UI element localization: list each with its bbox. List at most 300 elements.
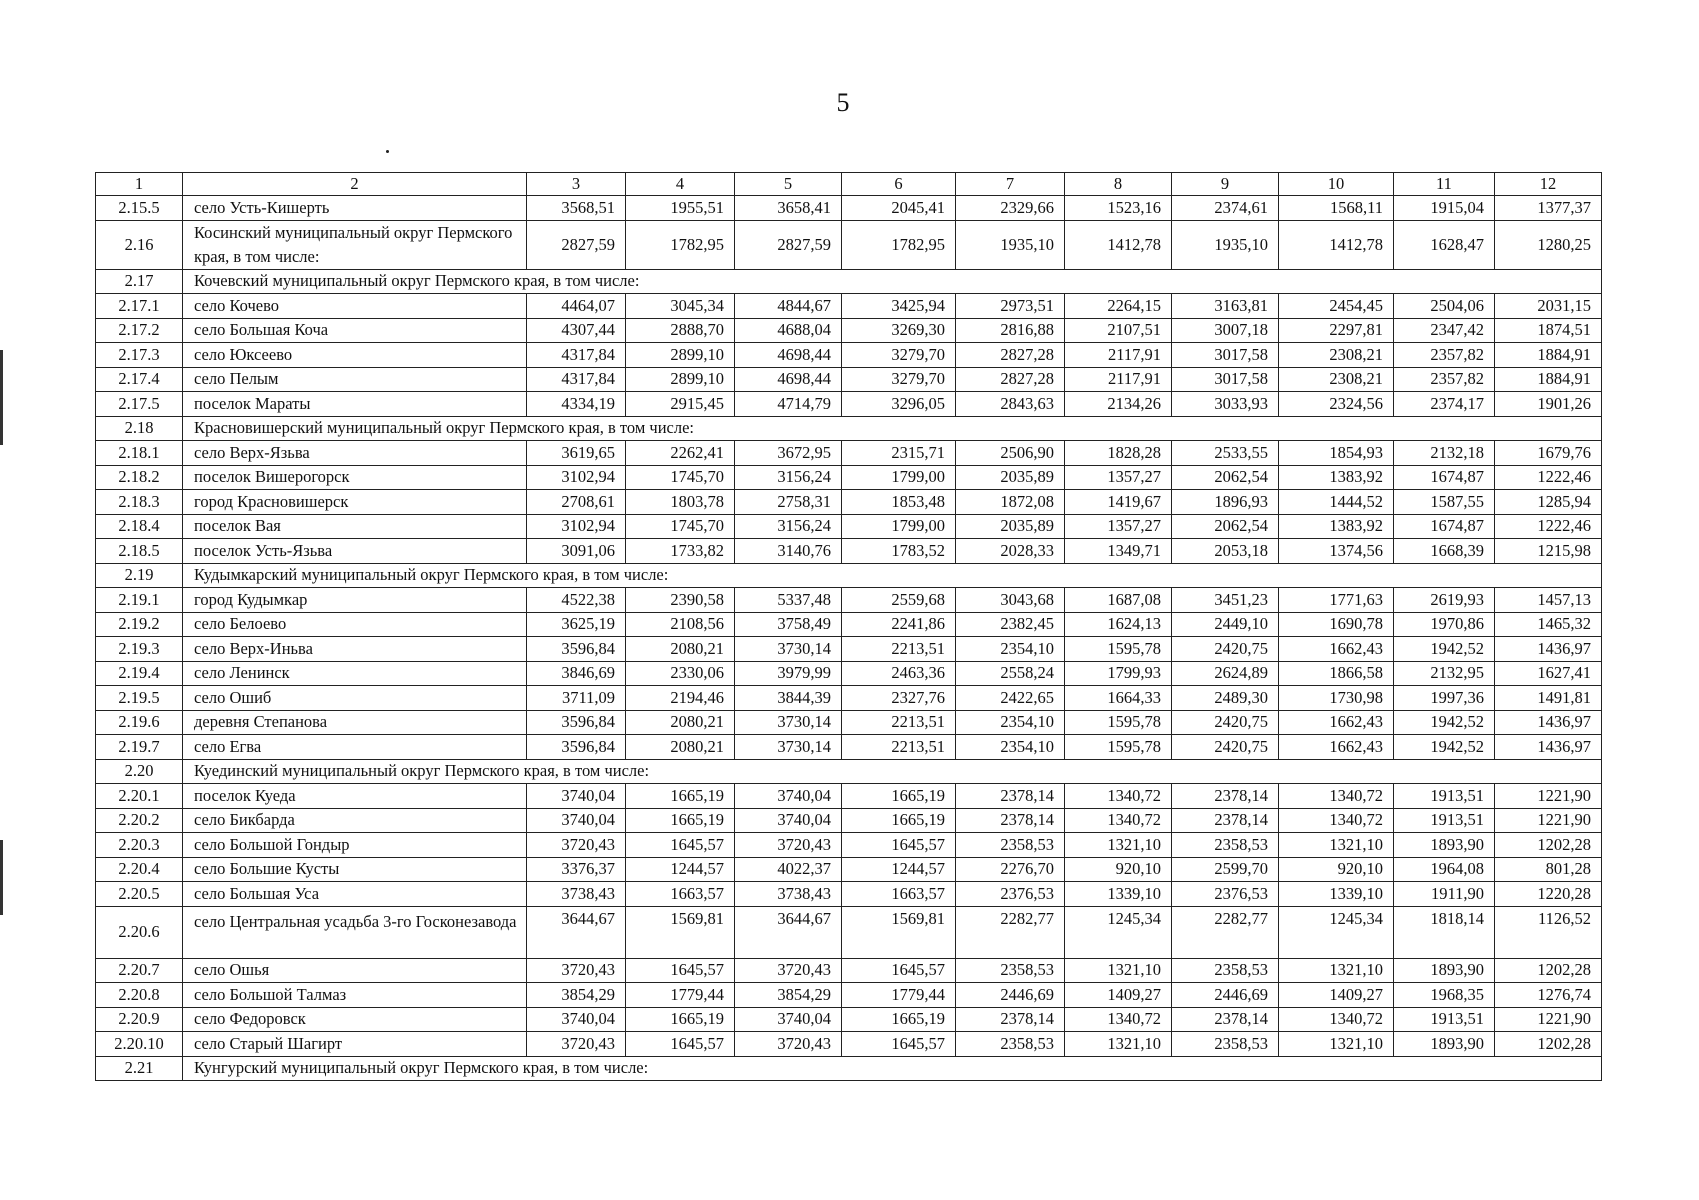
value-cell: 3720,43 (735, 833, 842, 858)
value-cell: 1222,46 (1495, 514, 1602, 539)
value-cell: 3269,30 (842, 318, 956, 343)
value-cell: 2599,70 (1172, 857, 1279, 882)
value-cell: 2758,31 (735, 490, 842, 515)
value-cell: 2028,33 (956, 539, 1065, 564)
value-cell: 1523,16 (1065, 196, 1172, 221)
row-number: 2.18.5 (96, 539, 183, 564)
value-cell: 1569,81 (842, 906, 956, 958)
settlement-name: село Большой Талмаз (183, 983, 527, 1008)
value-cell: 2463,36 (842, 661, 956, 686)
value-cell: 1349,71 (1065, 539, 1172, 564)
value-cell: 2329,66 (956, 196, 1065, 221)
value-cell: 1383,92 (1279, 465, 1394, 490)
table-row (96, 661, 1602, 686)
value-cell: 2308,21 (1279, 367, 1394, 392)
value-cell: 1828,28 (1065, 441, 1172, 466)
value-cell: 1245,34 (1065, 906, 1172, 958)
value-cell: 2241,86 (842, 612, 956, 637)
value-cell: 2378,14 (956, 808, 1065, 833)
value-cell: 1782,95 (842, 220, 956, 269)
value-cell: 2374,61 (1172, 196, 1279, 221)
value-cell: 1968,35 (1394, 983, 1495, 1008)
value-cell: 2358,53 (956, 833, 1065, 858)
table-row (96, 833, 1602, 858)
row-number: 2.17.1 (96, 294, 183, 319)
table-row (96, 588, 1602, 613)
tariff-table (95, 172, 1602, 1081)
settlement-name: село Старый Шагирт (183, 1032, 527, 1057)
row-number: 2.21 (96, 1056, 183, 1081)
row-number: 2.17.4 (96, 367, 183, 392)
value-cell: 1854,93 (1279, 441, 1394, 466)
value-cell: 3296,05 (842, 392, 956, 417)
value-cell: 1745,70 (626, 465, 735, 490)
row-number: 2.20.8 (96, 983, 183, 1008)
value-cell: 2489,30 (1172, 686, 1279, 711)
settlement-name: село Большой Гондыр (183, 833, 527, 858)
value-cell: 2194,46 (626, 686, 735, 711)
settlement-name: село Ленинск (183, 661, 527, 686)
value-cell: 1783,52 (842, 539, 956, 564)
value-cell: 2619,93 (1394, 588, 1495, 613)
value-cell: 2324,56 (1279, 392, 1394, 417)
value-cell: 1733,82 (626, 539, 735, 564)
value-cell: 1202,28 (1495, 1032, 1602, 1057)
value-cell: 1799,00 (842, 514, 956, 539)
value-cell: 3844,39 (735, 686, 842, 711)
value-cell: 4844,67 (735, 294, 842, 319)
value-cell: 1321,10 (1279, 833, 1394, 858)
value-cell: 1276,74 (1495, 983, 1602, 1008)
value-cell: 1955,51 (626, 196, 735, 221)
value-cell: 2899,10 (626, 367, 735, 392)
value-cell: 1215,98 (1495, 539, 1602, 564)
column-header: 8 (1065, 173, 1172, 196)
value-cell: 2080,21 (626, 637, 735, 662)
settlement-name: село Юксеево (183, 343, 527, 368)
value-cell: 3846,69 (527, 661, 626, 686)
value-cell: 3596,84 (527, 637, 626, 662)
settlement-name: поселок Усть-Язьва (183, 539, 527, 564)
value-cell: 920,10 (1065, 857, 1172, 882)
value-cell: 1202,28 (1495, 958, 1602, 983)
value-cell: 1645,57 (842, 1032, 956, 1057)
value-cell: 1942,52 (1394, 637, 1495, 662)
row-number: 2.18.1 (96, 441, 183, 466)
value-cell: 2107,51 (1065, 318, 1172, 343)
row-number: 2.19.3 (96, 637, 183, 662)
value-cell: 1491,81 (1495, 686, 1602, 711)
value-cell: 3720,43 (735, 1032, 842, 1057)
value-cell: 1730,98 (1279, 686, 1394, 711)
value-cell: 1665,19 (842, 808, 956, 833)
value-cell: 3740,04 (735, 808, 842, 833)
value-cell: 2888,70 (626, 318, 735, 343)
settlement-name: поселок Вишерогорск (183, 465, 527, 490)
value-cell: 2132,95 (1394, 661, 1495, 686)
value-cell: 1374,56 (1279, 539, 1394, 564)
value-cell: 2382,45 (956, 612, 1065, 637)
value-cell: 3740,04 (527, 808, 626, 833)
row-number: 2.19 (96, 563, 183, 588)
value-cell: 1444,52 (1279, 490, 1394, 515)
row-number: 2.18 (96, 416, 183, 441)
value-cell: 1803,78 (626, 490, 735, 515)
value-cell: 1412,78 (1065, 220, 1172, 269)
row-number: 2.20.10 (96, 1032, 183, 1057)
value-cell: 2062,54 (1172, 465, 1279, 490)
value-cell: 2264,15 (1065, 294, 1172, 319)
section-title: Кочевский муниципальный округ Пермского края, в том числе: (183, 269, 1602, 294)
scan-edge-mark (0, 840, 3, 915)
value-cell: 4022,37 (735, 857, 842, 882)
value-cell: 1913,51 (1394, 808, 1495, 833)
value-cell: 3619,65 (527, 441, 626, 466)
row-number: 2.17.5 (96, 392, 183, 417)
value-cell: 2446,69 (956, 983, 1065, 1008)
value-cell: 3596,84 (527, 710, 626, 735)
value-cell: 3156,24 (735, 514, 842, 539)
value-cell: 1465,32 (1495, 612, 1602, 637)
value-cell: 1595,78 (1065, 637, 1172, 662)
value-cell: 3007,18 (1172, 318, 1279, 343)
section-row (96, 269, 1602, 294)
table-row (96, 1032, 1602, 1057)
settlement-name: село Егва (183, 735, 527, 760)
value-cell: 2134,26 (1065, 392, 1172, 417)
value-cell: 2354,10 (956, 735, 1065, 760)
value-cell: 2420,75 (1172, 637, 1279, 662)
value-cell: 920,10 (1279, 857, 1394, 882)
value-cell: 2282,77 (1172, 906, 1279, 958)
value-cell: 1340,72 (1065, 808, 1172, 833)
section-title: Куединский муниципальный округ Пермского края, в том числе: (183, 759, 1602, 784)
value-cell: 1628,47 (1394, 220, 1495, 269)
value-cell: 1935,10 (956, 220, 1065, 269)
section-row (96, 563, 1602, 588)
value-cell: 1436,97 (1495, 735, 1602, 760)
value-cell: 1645,57 (626, 1032, 735, 1057)
value-cell: 1595,78 (1065, 735, 1172, 760)
value-cell: 3279,70 (842, 343, 956, 368)
value-cell: 1872,08 (956, 490, 1065, 515)
row-number: 2.20.5 (96, 882, 183, 907)
column-header: 3 (527, 173, 626, 196)
column-header: 4 (626, 173, 735, 196)
value-cell: 2117,91 (1065, 343, 1172, 368)
value-cell: 2045,41 (842, 196, 956, 221)
value-cell: 2378,14 (956, 1007, 1065, 1032)
column-header: 2 (183, 173, 527, 196)
value-cell: 3740,04 (735, 1007, 842, 1032)
value-cell: 3740,04 (527, 1007, 626, 1032)
value-cell: 3730,14 (735, 735, 842, 760)
value-cell: 2035,89 (956, 465, 1065, 490)
row-number: 2.20 (96, 759, 183, 784)
value-cell: 1779,44 (626, 983, 735, 1008)
column-header: 7 (956, 173, 1065, 196)
value-cell: 2297,81 (1279, 318, 1394, 343)
row-number: 2.20.3 (96, 833, 183, 858)
table-row (96, 808, 1602, 833)
value-cell: 2449,10 (1172, 612, 1279, 637)
value-cell: 1679,76 (1495, 441, 1602, 466)
value-cell: 1569,81 (626, 906, 735, 958)
settlement-name: село Центральная усадьба 3-го Госконезавода (183, 906, 527, 958)
value-cell: 1893,90 (1394, 1032, 1495, 1057)
value-cell: 1339,10 (1279, 882, 1394, 907)
value-cell: 1911,90 (1394, 882, 1495, 907)
value-cell: 1587,55 (1394, 490, 1495, 515)
row-number: 2.20.9 (96, 1007, 183, 1032)
settlement-name: город Кудымкар (183, 588, 527, 613)
settlement-name: село Белоево (183, 612, 527, 637)
row-number: 2.19.2 (96, 612, 183, 637)
value-cell: 2262,41 (626, 441, 735, 466)
value-cell: 3045,34 (626, 294, 735, 319)
row-number: 2.18.4 (96, 514, 183, 539)
table-row (96, 882, 1602, 907)
value-cell: 1321,10 (1279, 958, 1394, 983)
value-cell: 1779,44 (842, 983, 956, 1008)
scan-speck (386, 150, 389, 153)
value-cell: 3625,19 (527, 612, 626, 637)
value-cell: 1674,87 (1394, 514, 1495, 539)
value-cell: 1663,57 (626, 882, 735, 907)
row-number: 2.19.4 (96, 661, 183, 686)
settlement-name: село Верх-Язьва (183, 441, 527, 466)
value-cell: 2827,59 (735, 220, 842, 269)
value-cell: 2354,10 (956, 637, 1065, 662)
table-row (96, 637, 1602, 662)
value-cell: 2376,53 (1172, 882, 1279, 907)
column-header: 6 (842, 173, 956, 196)
value-cell: 2315,71 (842, 441, 956, 466)
column-header: 9 (1172, 173, 1279, 196)
value-cell: 3043,68 (956, 588, 1065, 613)
section-row (96, 416, 1602, 441)
section-title: Кунгурский муниципальный округ Пермского края, в том числе: (183, 1056, 1602, 1081)
column-header: 12 (1495, 173, 1602, 196)
settlement-name: поселок Куеда (183, 784, 527, 809)
value-cell: 1126,52 (1495, 906, 1602, 958)
value-cell: 3156,24 (735, 465, 842, 490)
row-number: 2.19.6 (96, 710, 183, 735)
row-number: 2.19.1 (96, 588, 183, 613)
value-cell: 2624,89 (1172, 661, 1279, 686)
table-row (96, 1007, 1602, 1032)
value-cell: 2390,58 (626, 588, 735, 613)
value-cell: 1913,51 (1394, 1007, 1495, 1032)
table-row (96, 784, 1602, 809)
table-row (96, 539, 1602, 564)
value-cell: 1202,28 (1495, 833, 1602, 858)
table-row (96, 514, 1602, 539)
value-cell: 1913,51 (1394, 784, 1495, 809)
section-title: Кудымкарский муниципальный округ Пермского края, в том числе: (183, 563, 1602, 588)
value-cell: 1645,57 (626, 958, 735, 983)
value-cell: 1896,93 (1172, 490, 1279, 515)
value-cell: 1942,52 (1394, 735, 1495, 760)
value-cell: 1665,19 (842, 1007, 956, 1032)
value-cell: 3017,58 (1172, 367, 1279, 392)
value-cell: 2357,82 (1394, 343, 1495, 368)
value-cell: 1771,63 (1279, 588, 1394, 613)
settlement-name: село Большая Коча (183, 318, 527, 343)
settlement-name: поселок Вая (183, 514, 527, 539)
value-cell: 2276,70 (956, 857, 1065, 882)
value-cell: 3720,43 (527, 1032, 626, 1057)
value-cell: 2354,10 (956, 710, 1065, 735)
value-cell: 1665,19 (626, 1007, 735, 1032)
value-cell: 3720,43 (527, 958, 626, 983)
value-cell: 1665,19 (626, 808, 735, 833)
value-cell: 3279,70 (842, 367, 956, 392)
value-cell: 1893,90 (1394, 958, 1495, 983)
value-cell: 1818,14 (1394, 906, 1495, 958)
value-cell: 3672,95 (735, 441, 842, 466)
value-cell: 1340,72 (1065, 784, 1172, 809)
value-cell: 1964,08 (1394, 857, 1495, 882)
value-cell: 1884,91 (1495, 343, 1602, 368)
value-cell: 3740,04 (735, 784, 842, 809)
value-cell: 2827,28 (956, 343, 1065, 368)
value-cell: 3658,41 (735, 196, 842, 221)
column-header: 5 (735, 173, 842, 196)
value-cell: 1244,57 (842, 857, 956, 882)
value-cell: 4307,44 (527, 318, 626, 343)
value-cell: 3644,67 (735, 906, 842, 958)
value-cell: 1874,51 (1495, 318, 1602, 343)
value-cell: 2282,77 (956, 906, 1065, 958)
value-cell: 2357,82 (1394, 367, 1495, 392)
value-cell: 2420,75 (1172, 735, 1279, 760)
settlement-name: село Федоровск (183, 1007, 527, 1032)
row-number: 2.17.2 (96, 318, 183, 343)
row-number: 2.17 (96, 269, 183, 294)
value-cell: 4317,84 (527, 343, 626, 368)
value-cell: 1409,27 (1279, 983, 1394, 1008)
settlement-name: село Ошиб (183, 686, 527, 711)
value-cell: 3596,84 (527, 735, 626, 760)
value-cell: 1662,43 (1279, 735, 1394, 760)
value-cell: 3740,04 (527, 784, 626, 809)
value-cell: 3738,43 (527, 882, 626, 907)
value-cell: 2899,10 (626, 343, 735, 368)
value-cell: 1357,27 (1065, 514, 1172, 539)
value-cell: 1662,43 (1279, 710, 1394, 735)
value-cell: 1221,90 (1495, 808, 1602, 833)
value-cell: 4688,04 (735, 318, 842, 343)
settlement-name: село Усть-Кишерть (183, 196, 527, 221)
value-cell: 2708,61 (527, 490, 626, 515)
table-row (96, 958, 1602, 983)
section-title: Красновишерский муниципальный округ Пермского края, в том числе: (183, 416, 1602, 441)
value-cell: 2378,14 (956, 784, 1065, 809)
value-cell: 2378,14 (1172, 1007, 1279, 1032)
value-cell: 1893,90 (1394, 833, 1495, 858)
table-row (96, 612, 1602, 637)
table-row (96, 983, 1602, 1008)
value-cell: 2308,21 (1279, 343, 1394, 368)
value-cell: 1935,10 (1172, 220, 1279, 269)
table-row (96, 367, 1602, 392)
value-cell: 2374,17 (1394, 392, 1495, 417)
row-number: 2.17.3 (96, 343, 183, 368)
table-row (96, 318, 1602, 343)
value-cell: 4334,19 (527, 392, 626, 417)
value-cell: 2533,55 (1172, 441, 1279, 466)
value-cell: 3568,51 (527, 196, 626, 221)
value-cell: 1383,92 (1279, 514, 1394, 539)
value-cell: 3017,58 (1172, 343, 1279, 368)
value-cell: 2973,51 (956, 294, 1065, 319)
value-cell: 1663,57 (842, 882, 956, 907)
scan-edge-mark (0, 350, 3, 445)
value-cell: 1340,72 (1279, 784, 1394, 809)
row-number: 2.20.7 (96, 958, 183, 983)
value-cell: 1436,97 (1495, 710, 1602, 735)
row-number: 2.16 (96, 220, 183, 269)
settlement-name: село Ошья (183, 958, 527, 983)
settlement-name: село Пелым (183, 367, 527, 392)
value-cell: 2117,91 (1065, 367, 1172, 392)
value-cell: 1245,34 (1279, 906, 1394, 958)
value-cell: 1799,93 (1065, 661, 1172, 686)
value-cell: 2358,53 (956, 1032, 1065, 1057)
value-cell: 3163,81 (1172, 294, 1279, 319)
value-cell: 1321,10 (1279, 1032, 1394, 1057)
value-cell: 1280,25 (1495, 220, 1602, 269)
table-row (96, 710, 1602, 735)
value-cell: 1645,57 (842, 833, 956, 858)
value-cell: 2506,90 (956, 441, 1065, 466)
value-cell: 2559,68 (842, 588, 956, 613)
value-cell: 2504,06 (1394, 294, 1495, 319)
table-row (96, 735, 1602, 760)
value-cell: 1624,13 (1065, 612, 1172, 637)
value-cell: 1222,46 (1495, 465, 1602, 490)
value-cell: 2213,51 (842, 637, 956, 662)
value-cell: 1321,10 (1065, 833, 1172, 858)
value-cell: 2358,53 (1172, 1032, 1279, 1057)
value-cell: 2827,28 (956, 367, 1065, 392)
value-cell: 1665,19 (626, 784, 735, 809)
value-cell: 1970,86 (1394, 612, 1495, 637)
value-cell: 2035,89 (956, 514, 1065, 539)
row-number: 2.19.7 (96, 735, 183, 760)
value-cell: 2330,06 (626, 661, 735, 686)
value-cell: 1665,19 (842, 784, 956, 809)
value-cell: 2031,15 (1495, 294, 1602, 319)
value-cell: 2347,42 (1394, 318, 1495, 343)
column-header: 11 (1394, 173, 1495, 196)
value-cell: 1782,95 (626, 220, 735, 269)
value-cell: 1645,57 (626, 833, 735, 858)
value-cell: 1412,78 (1279, 220, 1394, 269)
value-cell: 3033,93 (1172, 392, 1279, 417)
row-number: 2.20.4 (96, 857, 183, 882)
value-cell: 1321,10 (1065, 1032, 1172, 1057)
value-cell: 1340,72 (1279, 1007, 1394, 1032)
value-cell: 4522,38 (527, 588, 626, 613)
value-cell: 3451,23 (1172, 588, 1279, 613)
value-cell: 1662,43 (1279, 637, 1394, 662)
value-cell: 2558,24 (956, 661, 1065, 686)
value-cell: 3738,43 (735, 882, 842, 907)
header-row (96, 173, 1602, 196)
value-cell: 3854,29 (735, 983, 842, 1008)
